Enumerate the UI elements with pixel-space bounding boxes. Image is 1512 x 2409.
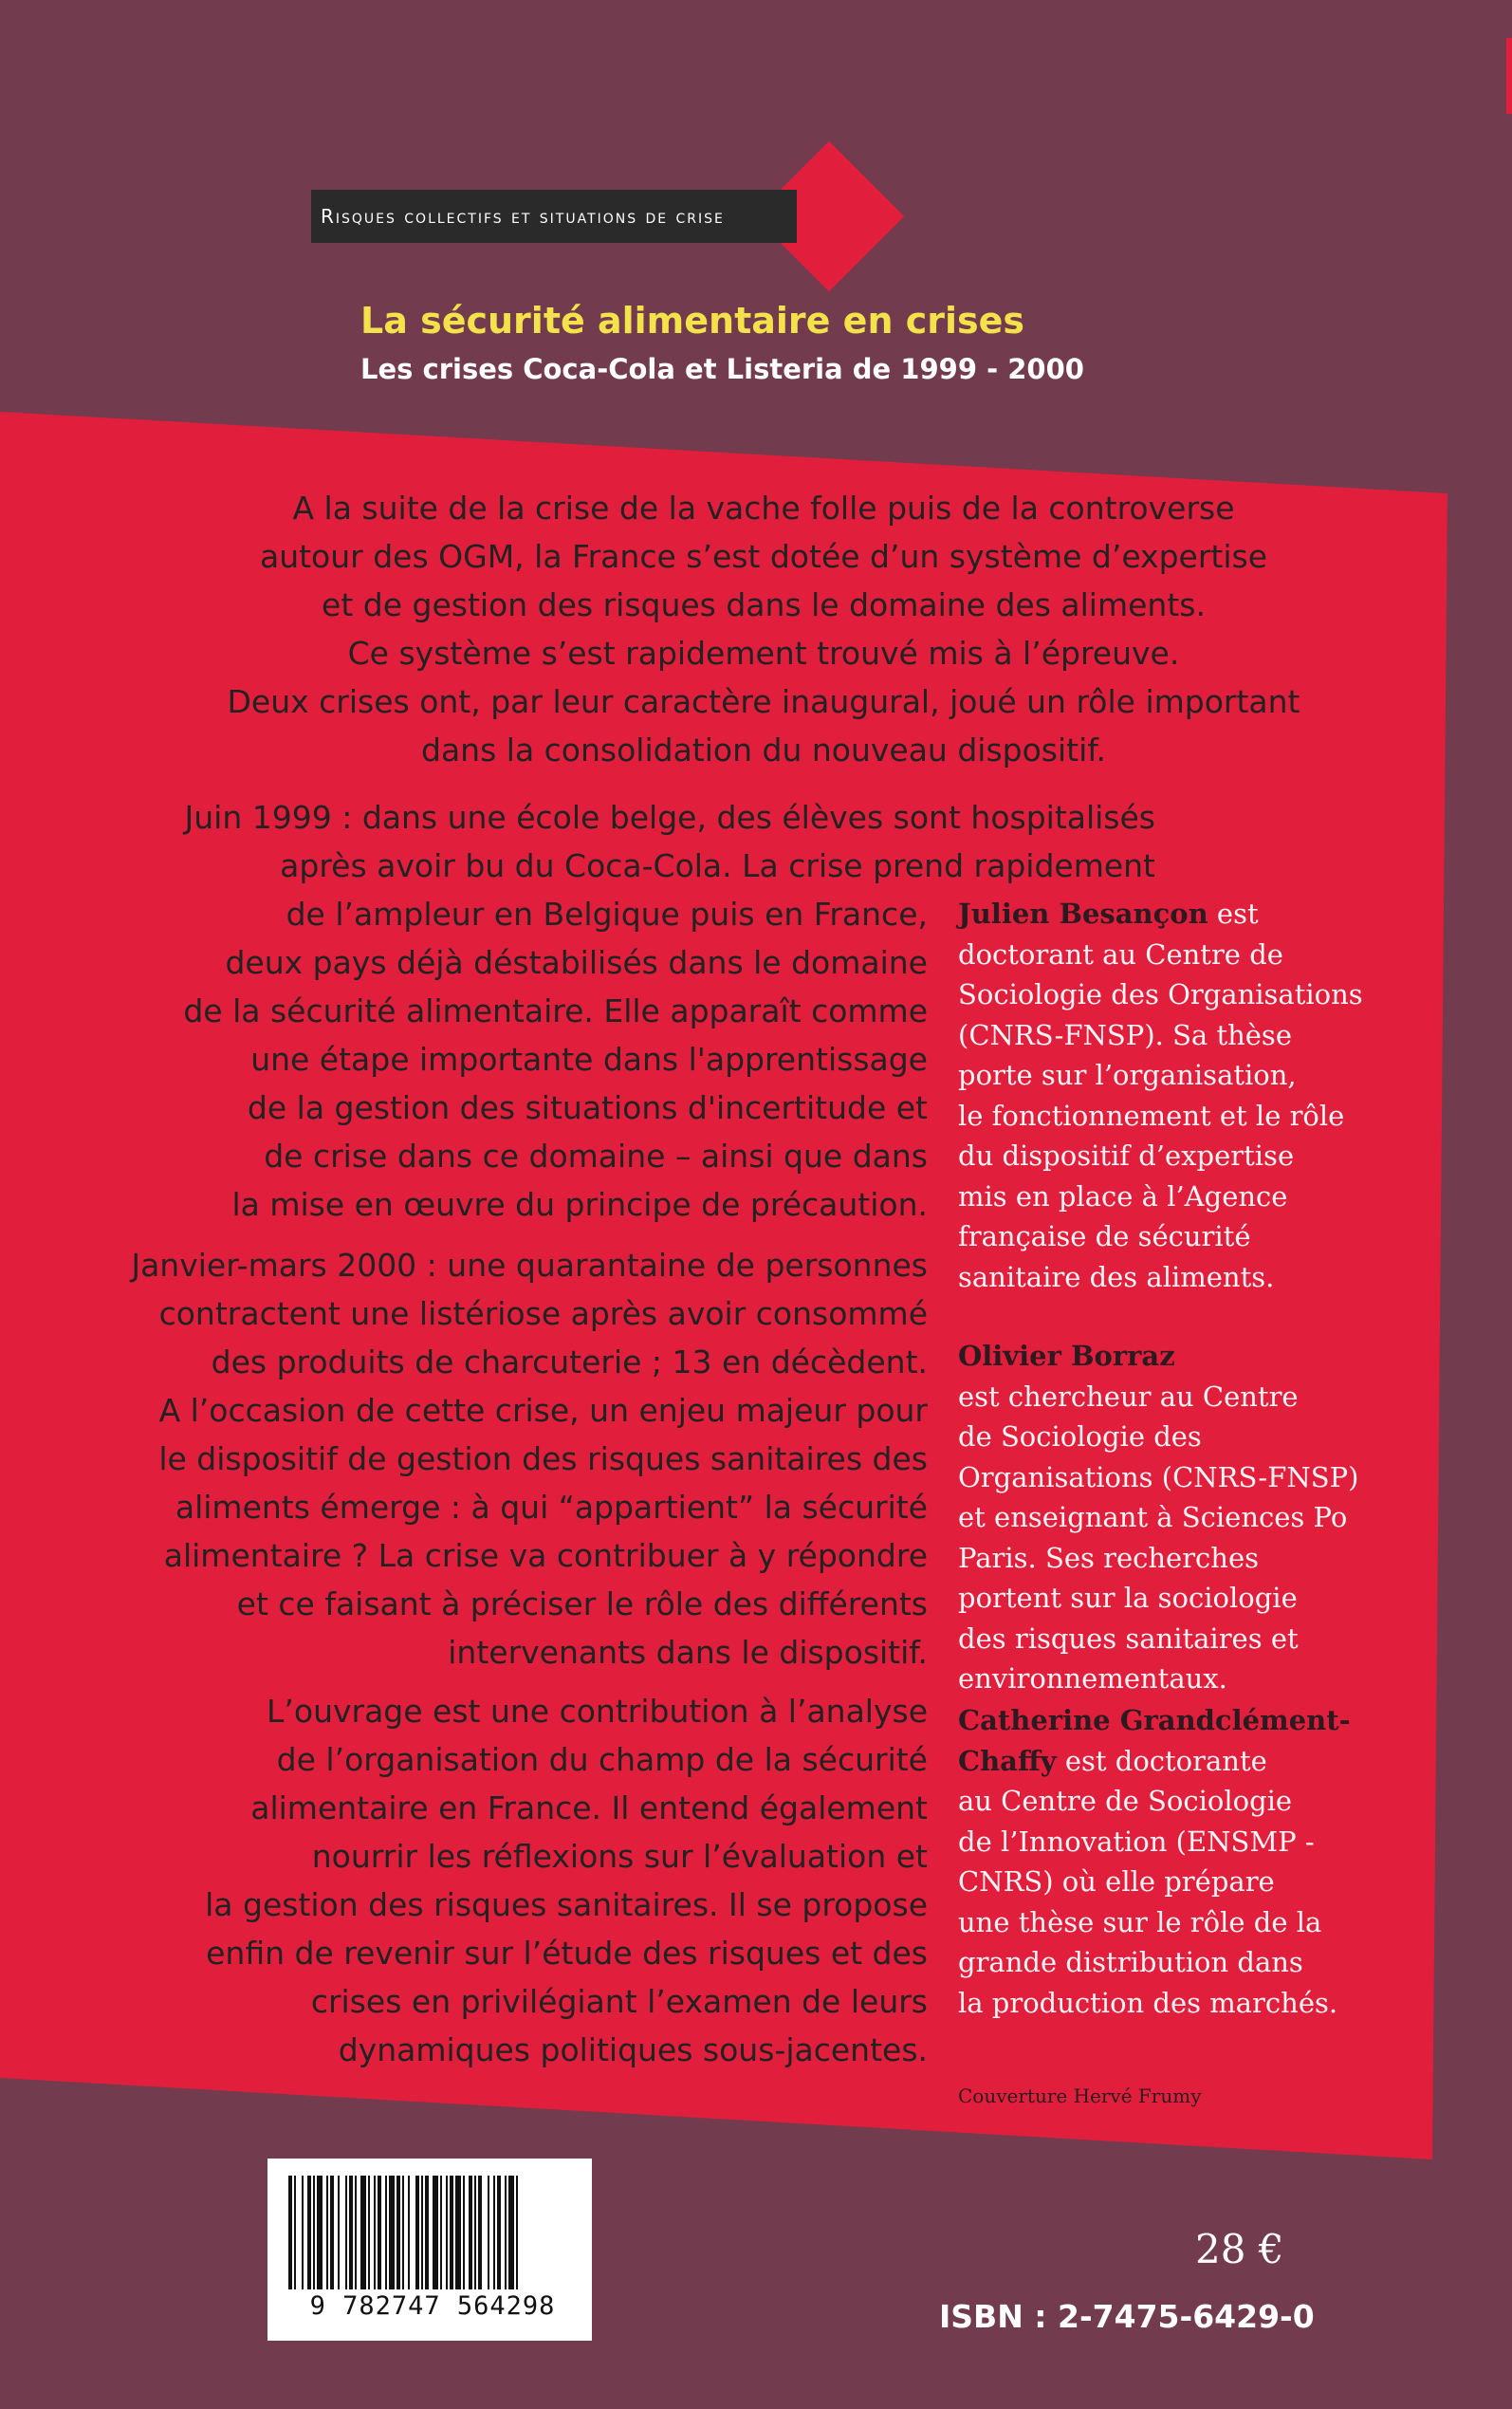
bio-line: portent sur la sociologie [958,1582,1298,1614]
cover-credit: Couverture Hervé Frumy [958,2085,1202,2107]
bio-line: du dispositif d’expertise [958,1140,1295,1172]
bio-line: et enseignant à Sciences Po [958,1501,1348,1533]
bio-line: Paris. Ses recherches [958,1541,1260,1574]
author-bio-grandclement [958,1700,1394,2023]
text-line: des produits de charcuterie ; 13 en décèdent. [211,1343,928,1381]
barcode-bar [385,2176,387,2289]
bio-line: le fonctionnement et le rôle [958,1099,1345,1132]
author-name: Catherine Grandclément- [958,1704,1351,1736]
text-line: une étape importante dans l'apprentissage [250,1041,928,1078]
barcode-bar [450,2176,453,2289]
text-line: le dispositif de gestion des risques sanitaires des [158,1440,928,1477]
barcode-bar [349,2176,353,2289]
text-line: aliments émerge : à qui “appartient” la sécurité [175,1489,928,1526]
bio-line: de l’Innovation (ENSMP - [958,1825,1315,1858]
text-line: et ce faisant à préciser le rôle des différents [236,1585,928,1622]
barcode-bar [374,2176,376,2289]
text-line: de l’organisation du champ de la sécurité [276,1741,928,1778]
text-line: de l’ampleur en Belgique puis en France, [286,896,928,933]
series-banner: Risques collectifs et situations de crise [311,190,797,243]
text-line: A la suite de la crise de la vache folle puis de la controverse [292,490,1235,527]
barcode-bar [360,2176,366,2289]
text-line: nourrir les réflexions sur l’évaluation et [311,1838,928,1875]
bio-text: est doctorante [1056,1744,1267,1777]
barcode-bar [408,2176,410,2289]
barcode-bar [402,2176,404,2289]
bio-line: des risques sanitaires et [958,1621,1299,1655]
barcode-bar [505,2176,507,2289]
barcode-bar [288,2176,292,2289]
barcode-bar [440,2176,442,2289]
barcode-bar [478,2176,482,2289]
bio-line: est chercheur au Centre [958,1380,1299,1413]
barcode-bar [421,2176,423,2289]
bio-line: de Sociologie des [958,1420,1202,1453]
bio-line: française de sécurité [958,1220,1251,1252]
author-name: Chaffy [958,1744,1057,1777]
author-bio-besancon [958,894,1394,1297]
text-line: deux pays déjà déstabilisés dans le domaine [225,944,928,981]
barcode-bar [455,2176,461,2289]
text-line: Janvier-mars 2000 : une quarantaine de personnes [131,1247,928,1284]
text-line: et de gestion des risques dans le domaine des aliments. [322,586,1206,623]
text-line: dynamiques politiques sous-jacentes. [338,2031,928,2068]
text-line: après avoir bu du Coca-Cola. La crise prend rapidement [280,847,1155,884]
blurb-paragraph-1 [114,484,1413,774]
barcode-bar [368,2176,370,2289]
text-line: la gestion des risques sanitaires. Il se propose [205,1886,928,1923]
blurb-paragraph-4 [104,1687,928,2074]
barcode-bar [474,2176,476,2289]
bio-line: CNRS) où elle prépare [958,1865,1275,1898]
barcode-bar [415,2176,419,2289]
author-name: Olivier Borraz [958,1340,1175,1372]
barcode-bar [307,2176,311,2289]
author-name: Julien Besançon [958,898,1208,930]
blurb-paragraph-3 [104,1241,928,1677]
barcode-bar [326,2176,328,2289]
bio-first-line [958,894,1394,935]
barcode [267,2159,592,2341]
text-line: Juin 1999 : dans une école belge, des élèves sont hospitalisés [184,799,1155,836]
barcode-bar [389,2176,395,2289]
text-line: A l’occasion de cette crise, un enjeu majeur pour [158,1392,928,1429]
barcode-bar [516,2176,518,2289]
price: 28 € [1195,2226,1284,2272]
bio-line: grande distribution dans [958,1946,1303,1978]
bio-text: est [1208,898,1259,930]
barcode-bar [294,2176,296,2289]
barcode-bar [425,2176,429,2289]
barcode-bar [488,2176,489,2289]
barcode-bar [497,2176,501,2289]
text-line: Ce système s’est rapidement trouvé mis à l’épreuve. [347,635,1180,672]
bio-line: sanitaire des aliments. [958,1260,1275,1293]
text-line: crises en privilégiant l’examen de leurs [310,1983,928,2020]
bio-first-line [958,1700,1394,1741]
bio-line: la production des marchés. [958,1986,1338,2019]
bio-line: porte sur l’organisation, [958,1059,1297,1091]
book-title: La sécurité alimentaire en crises [360,300,1025,342]
barcode-bar [313,2176,315,2289]
bio-line: mis en place à l’Agence [958,1179,1288,1213]
bio-line: une thèse sur le rôle de la [958,1905,1322,1938]
edge-mark [1506,38,1512,114]
barcode-bars [285,2176,575,2291]
text-line: Deux crises ont, par leur caractère inaugural, joué un rôle important [227,683,1300,720]
bio-line: Organisations (CNRS-FNSP) [958,1460,1359,1493]
barcode-bar [446,2176,448,2289]
text-line: alimentaire en France. Il entend également [250,1789,928,1826]
isbn: ISBN : 2-7475-6429-0 [939,2298,1315,2335]
barcode-bar [508,2176,514,2289]
text-line: la mise en œuvre du principe de précaution. [231,1186,928,1223]
bio-line: doctorant au Centre de [958,937,1283,971]
bio-line: environnementaux. [958,1662,1227,1695]
bio-second-line [958,1741,1394,1782]
text-line: L’ouvrage est une contribution à l’analyse [267,1693,928,1730]
barcode-bar [330,2176,334,2289]
barcode-bar [345,2176,347,2289]
text-line: autour des OGM, la France s’est dotée d’un système d’expertise [259,538,1267,575]
barcode-bar [469,2176,472,2289]
barcode-bar [302,2176,304,2289]
barcode-bar [396,2176,400,2289]
text-line: contractent une listériose après avoir consommé [158,1295,928,1332]
text-line: dans la consolidation du nouveau dispositif. [421,732,1106,769]
barcode-number: 9 782747 564298 [309,2291,556,2321]
text-line: alimentaire ? La crise va contribuer à y répondre [163,1537,928,1574]
barcode-bar [493,2176,495,2289]
barcode-bar [317,2176,323,2289]
barcode-bar [355,2176,357,2289]
text-line: de la gestion des situations d'incertitude et [247,1089,928,1126]
text-line: intervenants dans le dispositif. [448,1634,928,1671]
author-bio-borraz [958,1336,1394,1699]
book-subtitle: Les crises Coca-Cola et Listeria de 1999 - 2000 [360,353,1084,385]
bio-line: Sociologie des Organisations [958,978,1363,1010]
text-line: de la sécurité alimentaire. Elle apparaît comme [183,992,928,1029]
barcode-bar [338,2176,340,2289]
text-line: de crise dans ce domaine – ainsi que dans [264,1138,928,1175]
bio-line: au Centre de Sociologie [958,1785,1293,1817]
barcode-bar [433,2176,438,2289]
barcode-bar [463,2176,465,2289]
barcode-bar [378,2176,381,2289]
bio-first-line [958,1336,1394,1377]
bio-line: (CNRS-FNSP). Sa thèse [958,1018,1292,1051]
text-line: enfin de revenir sur l’étude des risques et des [206,1935,928,1972]
